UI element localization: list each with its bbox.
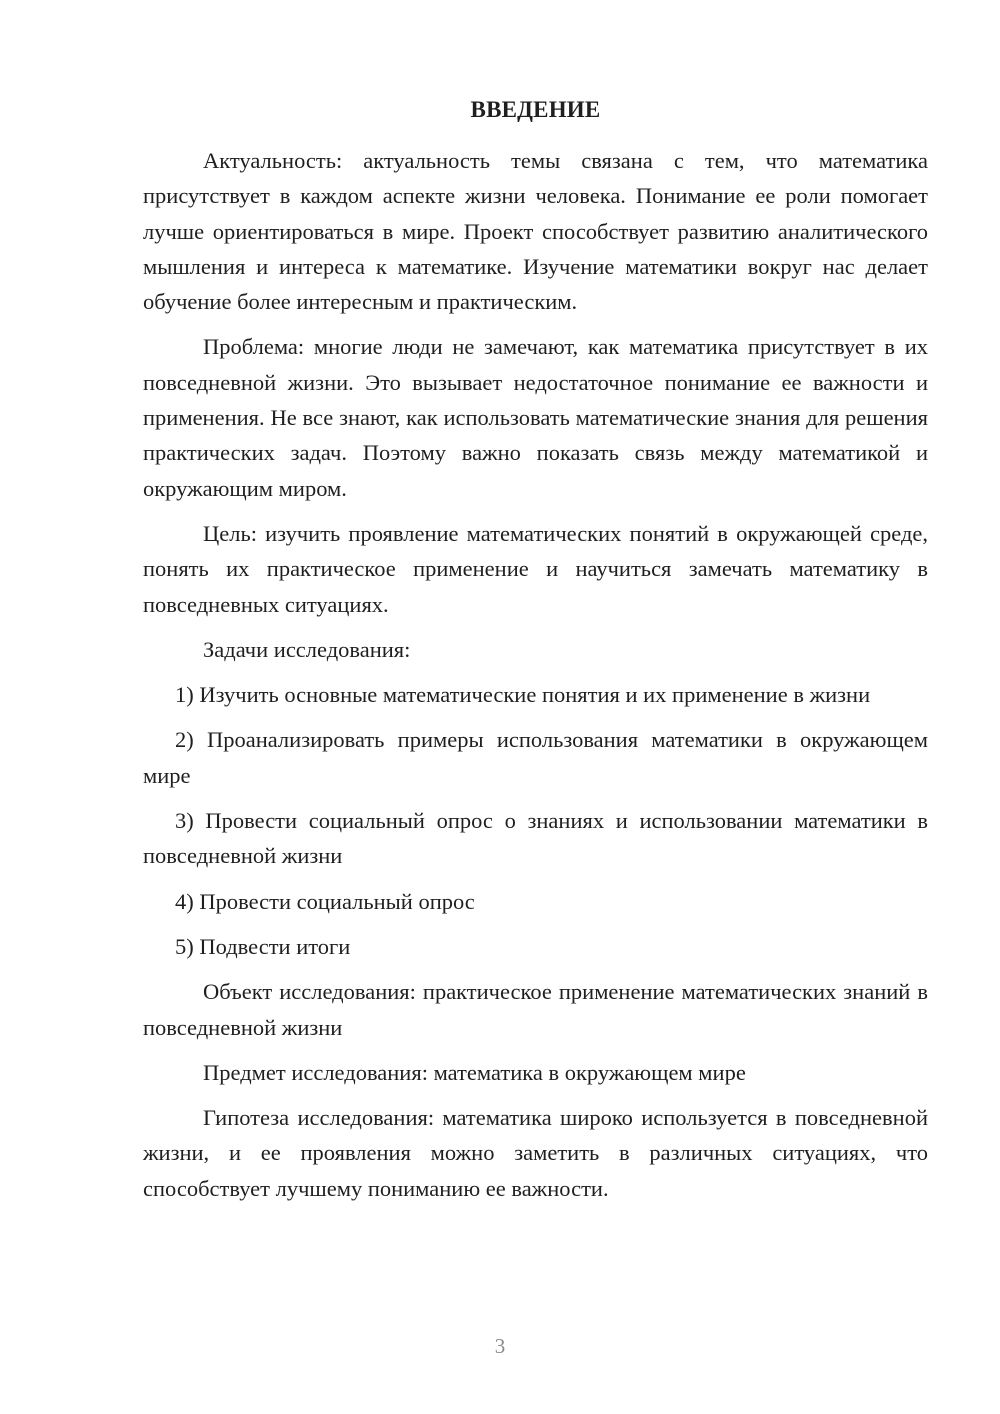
object-paragraph: Объект исследования: практическое применение математических знаний в повседневной жизни: [143, 979, 928, 1040]
page-title: ВВЕДЕНИЕ: [470, 97, 601, 122]
task-item-1: 1) Изучить основные математические понятия и их применение в жизни: [175, 682, 871, 708]
page-number: 3: [494, 1334, 506, 1358]
task-item-2: 2) Проанализировать примеры использования математики в окружающем мире: [143, 727, 928, 788]
task-item-3: 3) Провести социальный опрос о знаниях и использовании математики в повседневной жизни: [143, 808, 928, 869]
tasks-heading: Задачи исследования:: [203, 636, 411, 662]
task-item-4: 4) Провести социальный опрос: [175, 888, 475, 914]
problem-paragraph: Проблема: многие люди не замечают, как математика присутствует в их повседневной жизни. Это вызывает недостаточное понимание ее важности и применения. Не все знают, как использовать математические знания для решения практических задач. Поэтому важно показать связь между математикой и окружающим миром.: [143, 334, 928, 501]
task-item-5: 5) Подвести итоги: [175, 933, 351, 959]
document-body: [143, 143, 928, 1216]
subject-paragraph: Предмет исследования: математика в окружающем мире: [203, 1059, 746, 1085]
relevance-paragraph: Актуальность: актуальность темы связана с тем, что математика присутствует в каждом аспекте жизни человека. Понимание ее роли помогает лучше ориентироваться в мире. Проект способствует развитию аналитического мышления и интереса к математике. Изучение математики вокруг нас делает обучение более интересным и практическим.: [143, 148, 928, 315]
hypothesis-paragraph: Гипотеза исследования: математика широко используется в повседневной жизни, и ее проявления можно заметить в различных ситуациях, что способствует лучшему пониманию ее важности.: [143, 1105, 928, 1201]
goal-paragraph: Цель: изучить проявление математических понятий в окружающей среде, понять их практическое применение и научиться замечать математику в повседневных ситуациях.: [143, 520, 928, 617]
